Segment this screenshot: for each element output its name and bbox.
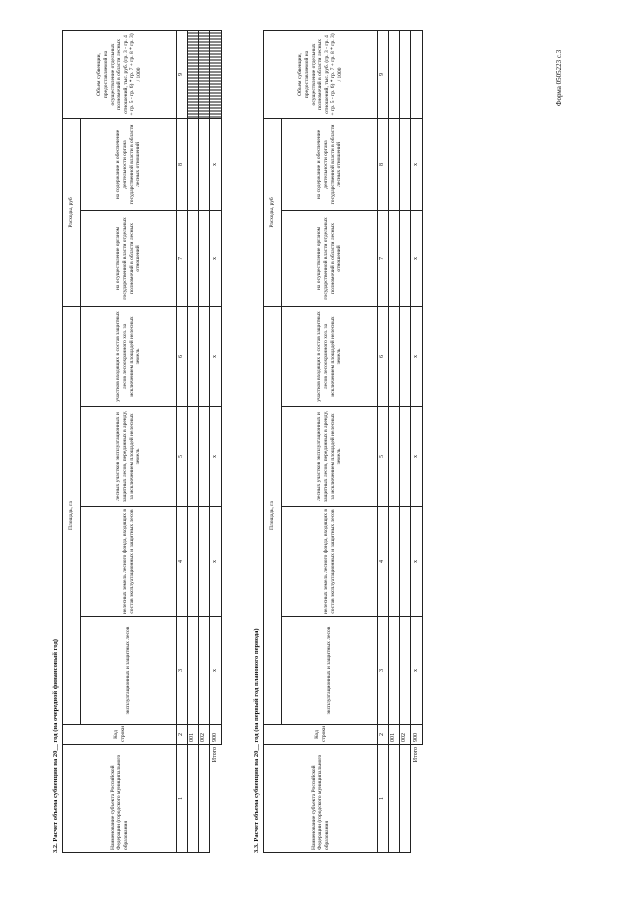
not-applicable-mark: x bbox=[411, 507, 423, 617]
data-cell bbox=[199, 407, 210, 507]
data-cell bbox=[400, 617, 411, 725]
data-cell bbox=[188, 30, 199, 118]
form-number-label: Форма 0505223 с.3 bbox=[555, 49, 563, 106]
data-cell bbox=[389, 118, 400, 210]
row-code: 900 bbox=[411, 725, 423, 745]
data-cell bbox=[389, 745, 400, 853]
not-applicable-mark: x bbox=[210, 306, 222, 406]
data-cell bbox=[199, 30, 210, 118]
column-number: 8 bbox=[177, 118, 188, 210]
column-number: 8 bbox=[378, 118, 389, 210]
header-area-col: участков входящих в состав защитных лесов лесоохранного хоз. за исключением площадей нелесных земель bbox=[282, 306, 378, 406]
section-title: 3.2. Расчет объема субвенции на 20__ год (на очередной финансовый год) bbox=[52, 639, 59, 853]
header-expense-col: на содержание и обеспечение деятельности органа государственной власти в области лесных отношений bbox=[282, 118, 378, 210]
column-number: 3 bbox=[378, 617, 389, 725]
header-expense-group: Расходы, руб bbox=[63, 118, 81, 306]
header-volume: Объем субвенции, предоставляемой на осуществление отдельных полномочий в области лесных отношений, тыс. руб. (гр. 3 - гр. 4 + гр. 5 - гр. 6) * гр. 7 + гр. 8 * гр. 3) / 1000 bbox=[63, 30, 177, 118]
header-area-group: Площадь, га bbox=[63, 306, 81, 724]
not-applicable-mark: x bbox=[411, 407, 423, 507]
row-code: 002 bbox=[199, 725, 210, 745]
data-cell bbox=[411, 30, 423, 118]
header-volume: Объем субвенции, предоставляемой на осуществление отдельных полномочий в области лесных отношений, тыс. руб. (гр. 3 - гр. 4 + гр. 5 - гр. 6) * гр. 7 + гр. 8 * гр. 3) / 1000 bbox=[264, 30, 378, 118]
table-row bbox=[389, 30, 400, 852]
data-cell bbox=[400, 745, 411, 853]
data-cell bbox=[188, 306, 199, 406]
column-number: 1 bbox=[378, 745, 389, 853]
column-number: 4 bbox=[177, 507, 188, 617]
row-code: 001 bbox=[188, 725, 199, 745]
data-cell bbox=[389, 306, 400, 406]
data-cell bbox=[389, 30, 400, 118]
header-area-col: эксплуатационных и защитных лесов bbox=[282, 617, 378, 725]
data-cell bbox=[188, 617, 199, 725]
column-number: 2 bbox=[378, 725, 389, 745]
data-cell bbox=[389, 507, 400, 617]
data-cell bbox=[210, 30, 222, 118]
not-applicable-mark: x bbox=[411, 118, 423, 210]
data-cell bbox=[199, 617, 210, 725]
header-expense-group: Расходы, руб bbox=[264, 118, 282, 306]
data-cell bbox=[389, 407, 400, 507]
column-number: 1 bbox=[177, 745, 188, 853]
subsidy-table bbox=[263, 31, 423, 853]
data-cell bbox=[389, 617, 400, 725]
header-area-col: нелесных земель лесного фонда, входящих в состав эксплуатационных и защитных лесов bbox=[282, 507, 378, 617]
data-cell bbox=[400, 507, 411, 617]
data-cell bbox=[188, 118, 199, 210]
header-area-col: лесных участков эксплуатационных и защитных лесов, переданных в аренду, за исключением площадей нелесных земель bbox=[81, 407, 177, 507]
header-name: Наименование субъекта Российской Федерации (городского муниципального образования bbox=[264, 745, 378, 853]
column-number: 7 bbox=[177, 210, 188, 306]
not-applicable-mark: x bbox=[411, 306, 423, 406]
column-number: 6 bbox=[378, 306, 389, 406]
table-row bbox=[188, 30, 199, 852]
header-code: Код строки bbox=[63, 725, 177, 745]
total-label: Итого bbox=[210, 745, 222, 853]
column-number: 7 bbox=[378, 210, 389, 306]
data-cell bbox=[188, 507, 199, 617]
data-cell bbox=[389, 210, 400, 306]
total-row bbox=[210, 30, 222, 852]
header-area-col: эксплуатационных и защитных лесов bbox=[81, 617, 177, 725]
not-applicable-mark: x bbox=[411, 617, 423, 725]
data-cell bbox=[199, 306, 210, 406]
data-cell bbox=[199, 118, 210, 210]
header-expense-col: на осуществление органом государственной власти отдельных полномочий в области лесных отношений bbox=[282, 210, 378, 306]
data-cell bbox=[400, 118, 411, 210]
header-area-col: лесных участков эксплуатационных и защитных лесов, переданных в аренду, за исключением площадей нелесных земель bbox=[282, 407, 378, 507]
data-cell bbox=[400, 407, 411, 507]
row-code: 002 bbox=[400, 725, 411, 745]
total-label: Итого bbox=[411, 745, 423, 853]
total-row bbox=[411, 30, 423, 852]
column-number: 5 bbox=[177, 407, 188, 507]
data-cell bbox=[188, 210, 199, 306]
data-cell bbox=[199, 745, 210, 853]
header-name: Наименование субъекта Российской Федерации (городского муниципального образования bbox=[63, 745, 177, 853]
not-applicable-mark: x bbox=[210, 407, 222, 507]
header-expense-col: на содержание и обеспечение деятельности органа государственной власти в области лесных отношений bbox=[81, 118, 177, 210]
data-cell bbox=[199, 507, 210, 617]
column-number: 3 bbox=[177, 617, 188, 725]
data-cell bbox=[199, 210, 210, 306]
column-number: 9 bbox=[378, 30, 389, 118]
header-area-col: участков входящих в состав защитных лесов лесоохранного хоз. за исключением площадей нелесных земель bbox=[81, 306, 177, 406]
not-applicable-mark: x bbox=[210, 617, 222, 725]
data-cell bbox=[400, 30, 411, 118]
data-cell bbox=[188, 407, 199, 507]
table-row bbox=[400, 30, 411, 852]
table-row bbox=[199, 30, 210, 852]
header-expense-col: на осуществление органом государственной власти отдельных полномочий в области лесных отношений bbox=[81, 210, 177, 306]
not-applicable-mark: x bbox=[210, 210, 222, 306]
column-number: 6 bbox=[177, 306, 188, 406]
data-cell bbox=[188, 745, 199, 853]
column-number: 2 bbox=[177, 725, 188, 745]
header-area-group: Площадь, га bbox=[264, 306, 282, 724]
data-cell bbox=[400, 210, 411, 306]
subsidy-table bbox=[62, 31, 222, 853]
not-applicable-mark: x bbox=[411, 210, 423, 306]
header-area-col: нелесных земель лесного фонда, входящих в состав эксплуатационных и защитных лесов bbox=[81, 507, 177, 617]
column-number: 9 bbox=[177, 30, 188, 118]
row-code: 001 bbox=[389, 725, 400, 745]
section-title: 3.3. Расчет объема субвенции на 20__ год (на первый год планового периода) bbox=[253, 628, 260, 853]
column-number: 4 bbox=[378, 507, 389, 617]
not-applicable-mark: x bbox=[210, 507, 222, 617]
not-applicable-mark: x bbox=[210, 118, 222, 210]
header-code: Код строки bbox=[264, 725, 378, 745]
data-cell bbox=[400, 306, 411, 406]
row-code: 900 bbox=[210, 725, 222, 745]
column-number: 5 bbox=[378, 407, 389, 507]
